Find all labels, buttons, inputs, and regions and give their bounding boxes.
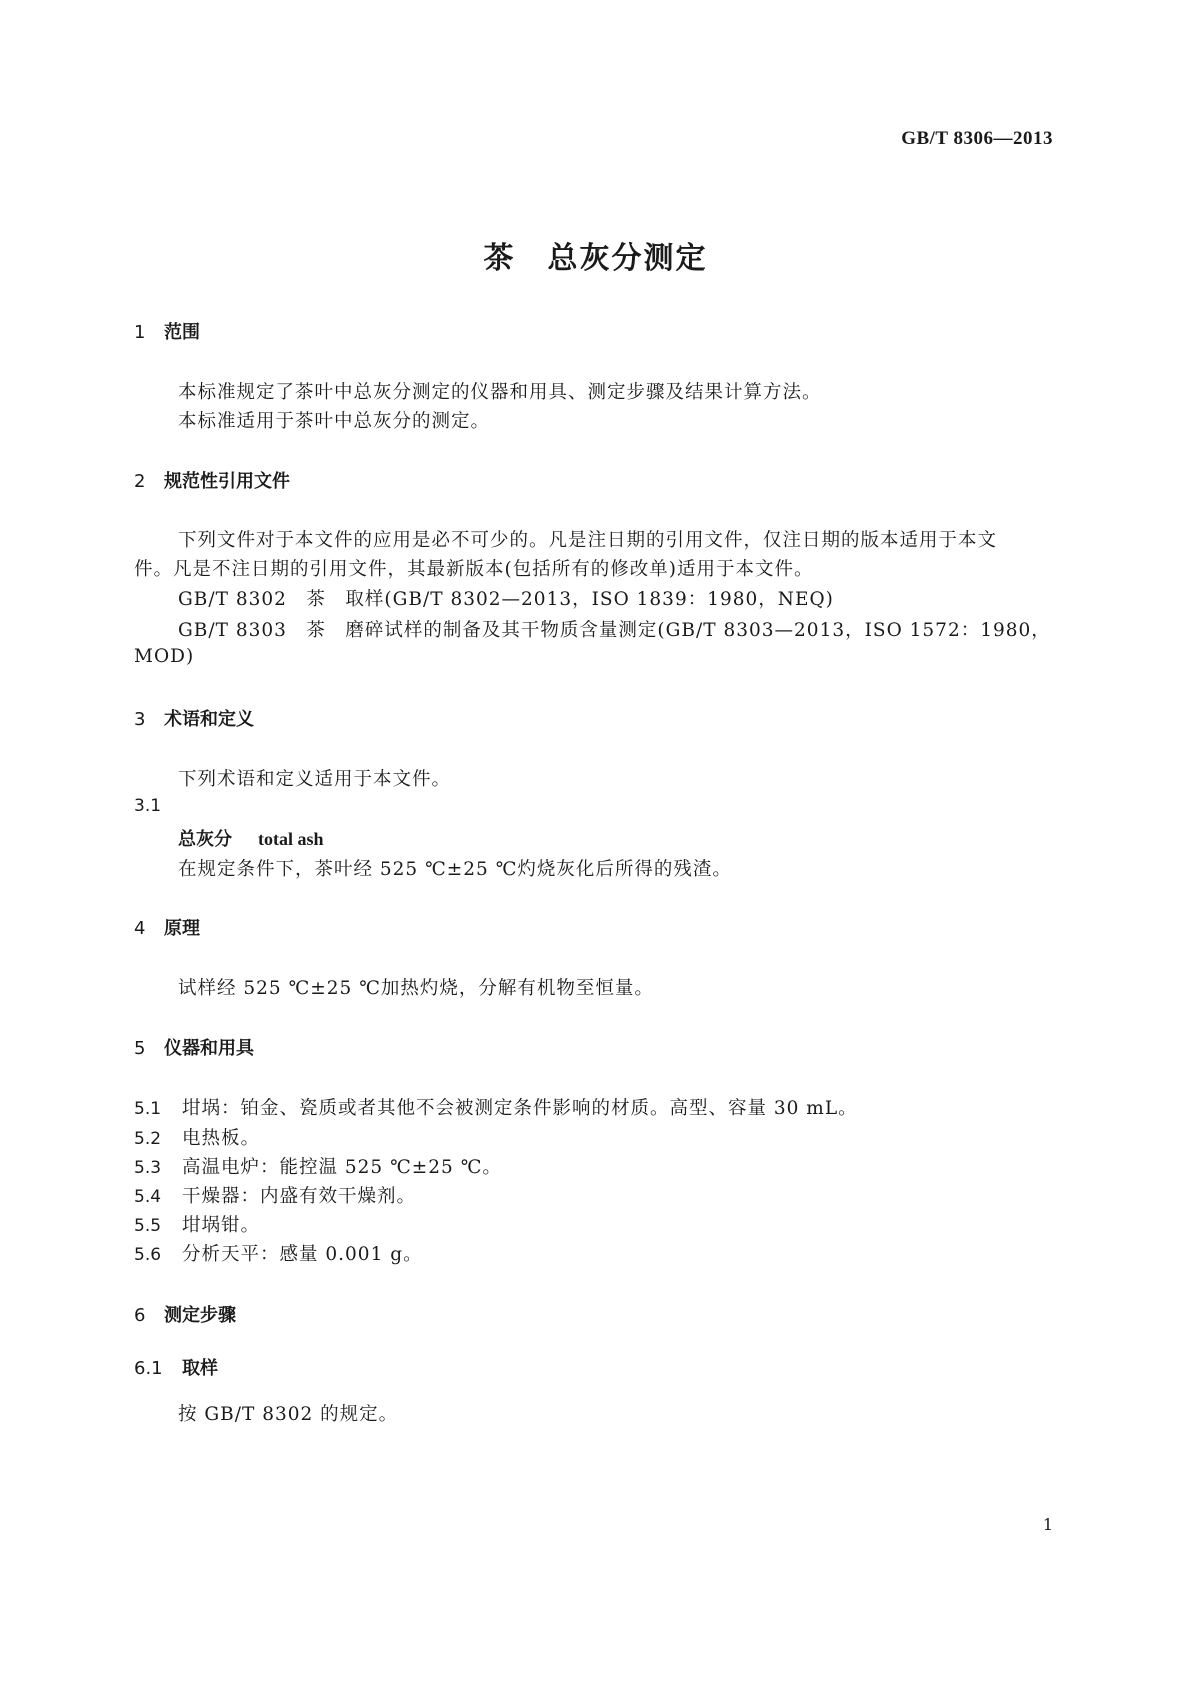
- clause-text: 分析天平：感量 0.001 g。: [182, 1244, 423, 1265]
- section-number: 3: [134, 709, 146, 730]
- section-1-heading: [134, 318, 200, 344]
- document-title: 茶 总灰分测定: [483, 241, 708, 276]
- clause-number: 5.2: [134, 1129, 162, 1149]
- clause-item: [134, 1094, 858, 1120]
- subsection-title: 取样: [182, 1358, 218, 1379]
- section-number: 4: [134, 918, 146, 939]
- clause-number: 5.3: [134, 1158, 162, 1178]
- clause-item: [134, 1153, 502, 1179]
- paragraph-line: 件。凡是不注日期的引用文件，其最新版本(包括所有的修改单)适用于本文件。: [134, 559, 814, 580]
- clause-text: 坩埚：铂金、瓷质或者其他不会被测定条件影响的材质。高型、容量 30 mL。: [182, 1098, 858, 1119]
- clause-text: 电热板。: [182, 1128, 261, 1149]
- section-number: 5: [134, 1038, 146, 1059]
- reference-item: GB/T 8303 茶 磨碎试样的制备及其干物质含量测定(GB/T 8303—2013，ISO 1572：1980，: [178, 620, 1051, 641]
- clause-text: 高温电炉：能控温 525 ℃±25 ℃。: [182, 1157, 502, 1178]
- reference-item-continued: MOD): [134, 646, 195, 667]
- section-number: 1: [134, 322, 146, 343]
- section-title: 规范性引用文件: [164, 471, 290, 492]
- paragraph-line: 下列文件对于本文件的应用是必不可少的。凡是注日期的引用文件，仅注日期的版本适用于本文: [178, 530, 998, 551]
- clause-number: 5.5: [134, 1216, 162, 1236]
- paragraph: 本标准规定了茶叶中总灰分测定的仪器和用具、测定步骤及结果计算方法。: [178, 382, 822, 403]
- section-title: 范围: [164, 322, 200, 343]
- standard-code: GB/T 8306—2013: [901, 128, 1053, 149]
- clause-number: 5.1: [134, 1099, 162, 1119]
- section-6-heading: [134, 1301, 236, 1327]
- section-5-heading: [134, 1034, 254, 1060]
- section-title: 原理: [164, 918, 200, 939]
- section-title: 测定步骤: [164, 1305, 236, 1326]
- clause-text: 坩埚钳。: [182, 1215, 261, 1236]
- paragraph: 下列术语和定义适用于本文件。: [178, 769, 452, 790]
- section-4-heading: [134, 914, 200, 940]
- page-number: 1: [1042, 1515, 1053, 1534]
- clause-item: [134, 1124, 260, 1150]
- section-number: 2: [134, 471, 146, 492]
- clause-number: 5.4: [134, 1187, 162, 1207]
- paragraph: 试样经 525 ℃±25 ℃加热灼烧，分解有机物至恒量。: [178, 978, 654, 999]
- term-definition: 在规定条件下，茶叶经 525 ℃±25 ℃灼烧灰化后所得的残渣。: [178, 859, 732, 880]
- paragraph: 按 GB/T 8302 的规定。: [178, 1404, 399, 1425]
- term-english: total ash: [258, 829, 324, 849]
- clause-item: [134, 1211, 260, 1237]
- reference-item: GB/T 8302 茶 取样(GB/T 8302—2013，ISO 1839：1980，NEQ): [178, 589, 834, 610]
- term-chinese: 总灰分: [178, 829, 232, 850]
- section-3-heading: [134, 705, 254, 731]
- clause-text: 干燥器：内盛有效干燥剂。: [182, 1186, 417, 1207]
- term-number: 3.1: [134, 796, 162, 816]
- subsection-number: 6.1: [134, 1358, 163, 1379]
- clause-number: 5.6: [134, 1245, 162, 1265]
- section-title: 术语和定义: [164, 709, 254, 730]
- section-title: 仪器和用具: [164, 1038, 254, 1059]
- term-entry: [178, 825, 324, 851]
- clause-item: [134, 1240, 423, 1266]
- section-2-heading: [134, 467, 290, 493]
- paragraph: 本标准适用于茶叶中总灰分的测定。: [178, 411, 491, 432]
- clause-item: [134, 1182, 416, 1208]
- section-number: 6: [134, 1305, 146, 1326]
- subsection-6-1-heading: [134, 1354, 218, 1380]
